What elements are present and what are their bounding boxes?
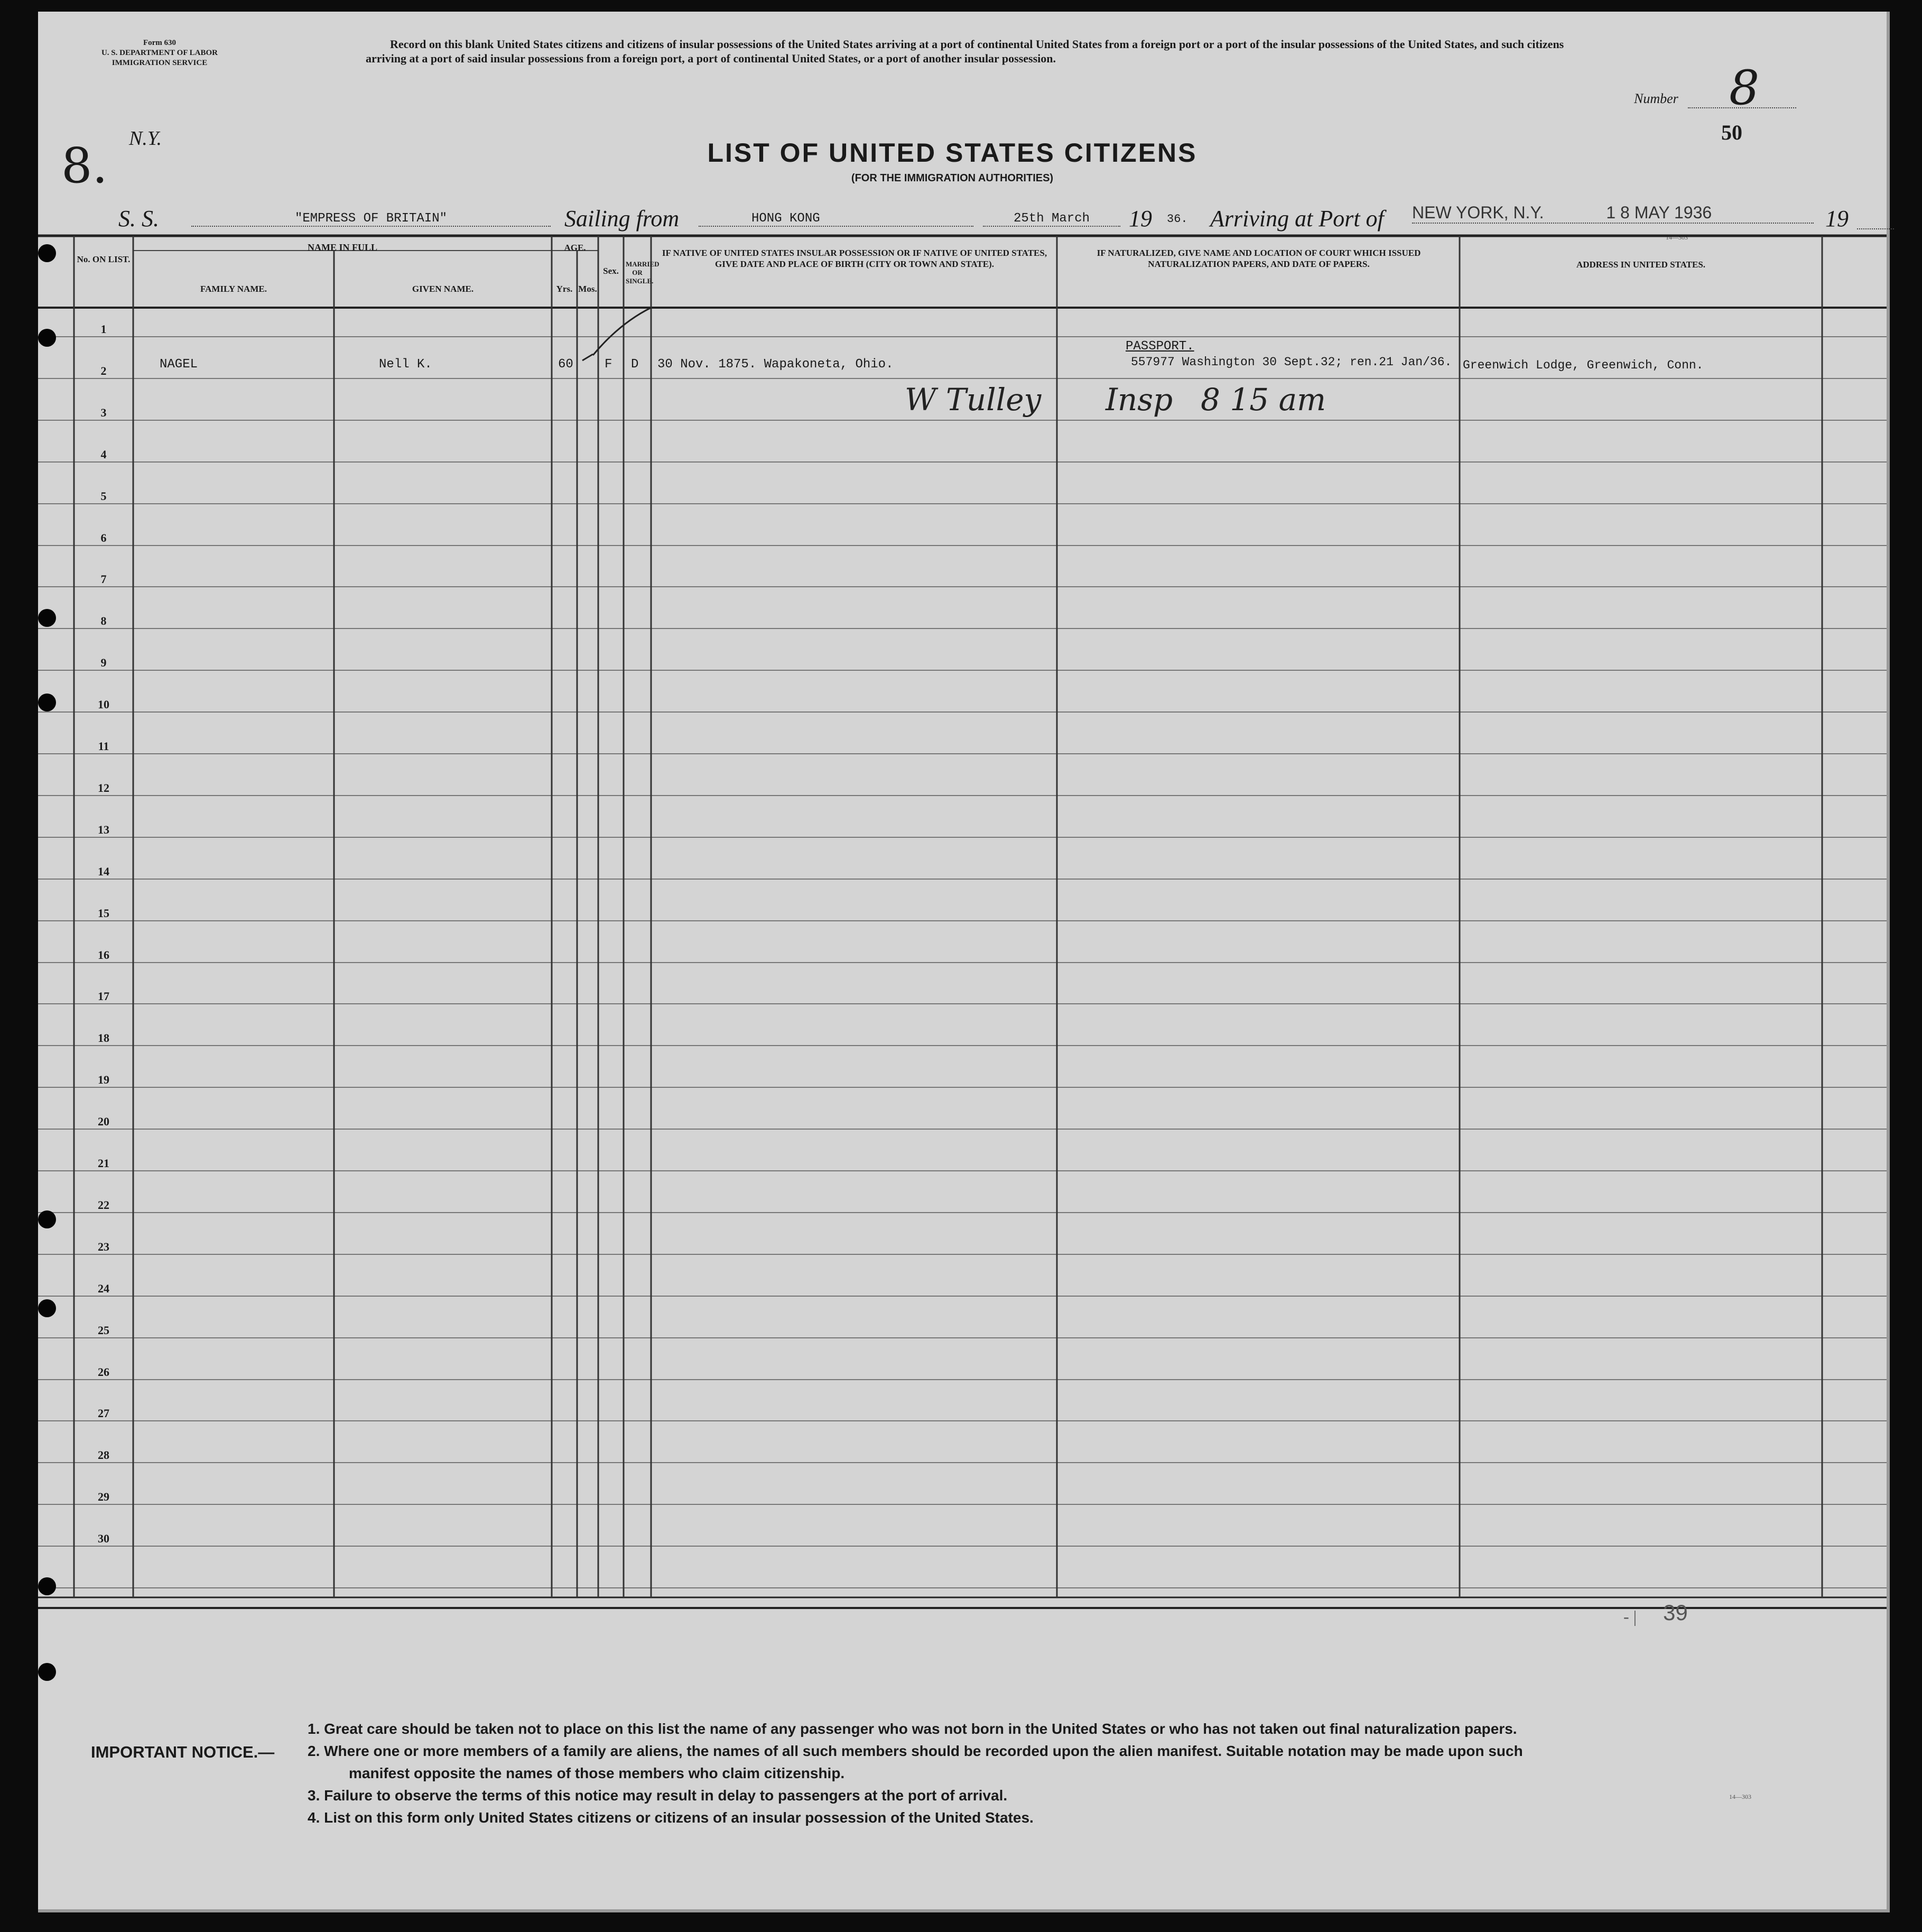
entry-married-single: D: [631, 357, 639, 372]
notice-item-2-cont: manifest opposite the names of those members who claim citizenship.: [349, 1765, 845, 1781]
header-sex: Sex.: [603, 266, 619, 276]
page-title: LIST OF UNITED STATES CITIZENS: [707, 138, 1197, 168]
row-number: 17: [98, 990, 109, 1003]
row-number: 2: [100, 364, 107, 377]
row-number: 8: [100, 614, 107, 627]
handwritten-note: Insp: [1106, 382, 1173, 418]
entry-sex: F: [605, 357, 612, 372]
number-label: Number: [1634, 91, 1678, 106]
form-department: U. S. DEPARTMENT OF LABOR: [101, 49, 218, 57]
row-number: 20: [98, 1115, 109, 1128]
row-number: 6: [100, 531, 107, 544]
print-code-bottom: 14—303: [1729, 1793, 1751, 1800]
notice-item-1: 1. Great care should be taken not to place on this list the name of any passenger who was not born in the United States or who has not taken out final naturalization papers.: [308, 1721, 1517, 1737]
entry-family-name: NAGEL: [160, 357, 198, 372]
row-number: 13: [98, 823, 109, 836]
entry-address: Greenwich Lodge, Greenwich, Conn.: [1463, 358, 1704, 372]
notice-item-2: 2. Where one or more members of a family are aliens, the names of all such members should be recorded upon the alien manifest. Suitable notation may be made upon such: [308, 1743, 1523, 1759]
sheet-number: 8: [1729, 60, 1760, 116]
header-name-in-full: NAME IN FULL: [307, 242, 377, 253]
binding-hole: [38, 1663, 56, 1681]
header-yrs: Yrs.: [556, 284, 573, 294]
margin-location-note: N.Y.: [129, 127, 162, 150]
header-naturalized: IF NATURALIZED, GIVE NAME AND LOCATION OF COURT WHICH ISSUED NATURALIZATION PAPERS, AND DATE OF PAPERS.: [1097, 248, 1421, 269]
sailing-port: HONG KONG: [699, 211, 973, 227]
row-number: 25: [98, 1324, 109, 1337]
record-instructions: Record on this blank United States citizens and citizens of insular possessions of the United States arriving at a port of continental United States from a foreign port or a port of the insular possessions of the United States, and such citizens arriving at a port of said insular possessions from a foreign port, a port of continental United States, or a port of another insular possession.: [366, 38, 1564, 65]
header-mos: Mos.: [578, 284, 597, 294]
binding-hole: [38, 1210, 56, 1228]
arriving-label: Arriving at Port of: [1210, 206, 1384, 232]
entry-passport-detail: 557977 Washington 30 Sept.32; ren.21 Jan/36.: [1131, 355, 1452, 369]
row-number: 14: [98, 865, 109, 878]
ship-name: "EMPRESS OF BRITAIN": [191, 211, 551, 227]
row-number: 21: [98, 1157, 109, 1170]
table-grid: [38, 12, 1887, 1909]
sailing-date: 25th March: [983, 211, 1120, 227]
header-address: ADDRESS IN UNITED STATES.: [1576, 260, 1706, 270]
entry-birth: 30 Nov. 1875. Wapakoneta, Ohio.: [657, 357, 894, 372]
row-number: 1: [100, 322, 107, 336]
arrival-year-prefix: 19: [1825, 206, 1849, 232]
row-number: 22: [98, 1198, 109, 1212]
binding-hole: [38, 694, 56, 711]
row-number: 5: [100, 489, 107, 503]
notice-item-4: 4. List on this form only United States citizens or citizens of an insular possession of the United States.: [308, 1809, 1034, 1826]
row-number: 15: [98, 907, 109, 920]
header-no-on-list: No. ON LIST.: [77, 254, 131, 264]
row-number: 11: [98, 739, 109, 753]
binding-hole: [38, 1577, 56, 1595]
row-number: 29: [98, 1490, 109, 1503]
print-code-top: 14—303: [1666, 234, 1688, 241]
row-number: 9: [100, 656, 107, 669]
page-subtitle: (FOR THE IMMIGRATION AUTHORITIES): [851, 172, 1054, 184]
column-lines: [74, 236, 1822, 1597]
manifest-sheet: [38, 12, 1890, 1912]
arrival-date-stamp: 1 8 MAY 1936: [1606, 203, 1712, 222]
header-birth: IF NATIVE OF UNITED STATES INSULAR POSSESSION OR IF NATIVE OF UNITED STATES, GIVE DATE AND PLACE OF BIRTH (CITY OR TOWN AND STATE).: [662, 248, 1047, 269]
header-age: AGE.: [564, 243, 586, 253]
entry-passport-label: PASSPORT.: [1126, 339, 1194, 354]
entry-age-years: 60: [558, 357, 573, 372]
sailing-year-prefix: 19: [1129, 206, 1152, 232]
arrival-port: NEW YORK, N.Y.: [1412, 203, 1544, 222]
notice-item-3: 3. Failure to observe the terms of this notice may result in delay to passengers at the port of arrival.: [308, 1787, 1008, 1804]
header-married-single: MARRIED OR SINGLE.: [626, 260, 660, 285]
row-number: 3: [100, 406, 107, 419]
header-given-name: GIVEN NAME.: [412, 284, 474, 294]
binding-hole: [38, 609, 56, 627]
stamp-dash: - |: [1623, 1607, 1637, 1626]
list-number: 50: [1721, 121, 1742, 144]
row-number: 10: [98, 698, 109, 711]
row-number: 18: [98, 1031, 109, 1044]
row-number: 23: [98, 1240, 109, 1253]
notice-heading: IMPORTANT NOTICE.—: [91, 1743, 275, 1761]
binding-hole: [38, 329, 56, 347]
row-number: 4: [100, 448, 107, 461]
handwritten-time: 8 15 am: [1201, 382, 1326, 418]
row-number: 30: [98, 1532, 109, 1545]
handwritten-inspector: W Tulley: [905, 382, 1042, 418]
row-number: 7: [100, 572, 107, 586]
stamp-number: 39: [1663, 1600, 1688, 1625]
ss-label: S. S.: [118, 206, 159, 232]
margin-page-number: 8.: [61, 137, 108, 194]
row-number: 16: [98, 948, 109, 962]
row-number: 19: [98, 1073, 109, 1086]
form-service: IMMIGRATION SERVICE: [112, 59, 208, 67]
sailing-from-label: Sailing from: [564, 206, 680, 232]
sailing-year-suffix: 36.: [1167, 212, 1188, 226]
row-number: 12: [98, 781, 109, 794]
binding-hole: [38, 1299, 56, 1317]
binding-hole: [38, 244, 56, 262]
row-number: 27: [98, 1407, 109, 1420]
row-number: 24: [98, 1282, 109, 1295]
header-family-name: FAMILY NAME.: [200, 284, 267, 294]
ruled-rows: [38, 337, 1887, 1588]
entry-given-name: Nell K.: [379, 357, 432, 372]
row-number: 26: [98, 1365, 109, 1379]
row-number: 28: [98, 1448, 109, 1462]
age-checkmark: [593, 308, 651, 355]
age-checkmark-tail: [582, 354, 593, 360]
form-number: Form 630: [143, 39, 177, 47]
